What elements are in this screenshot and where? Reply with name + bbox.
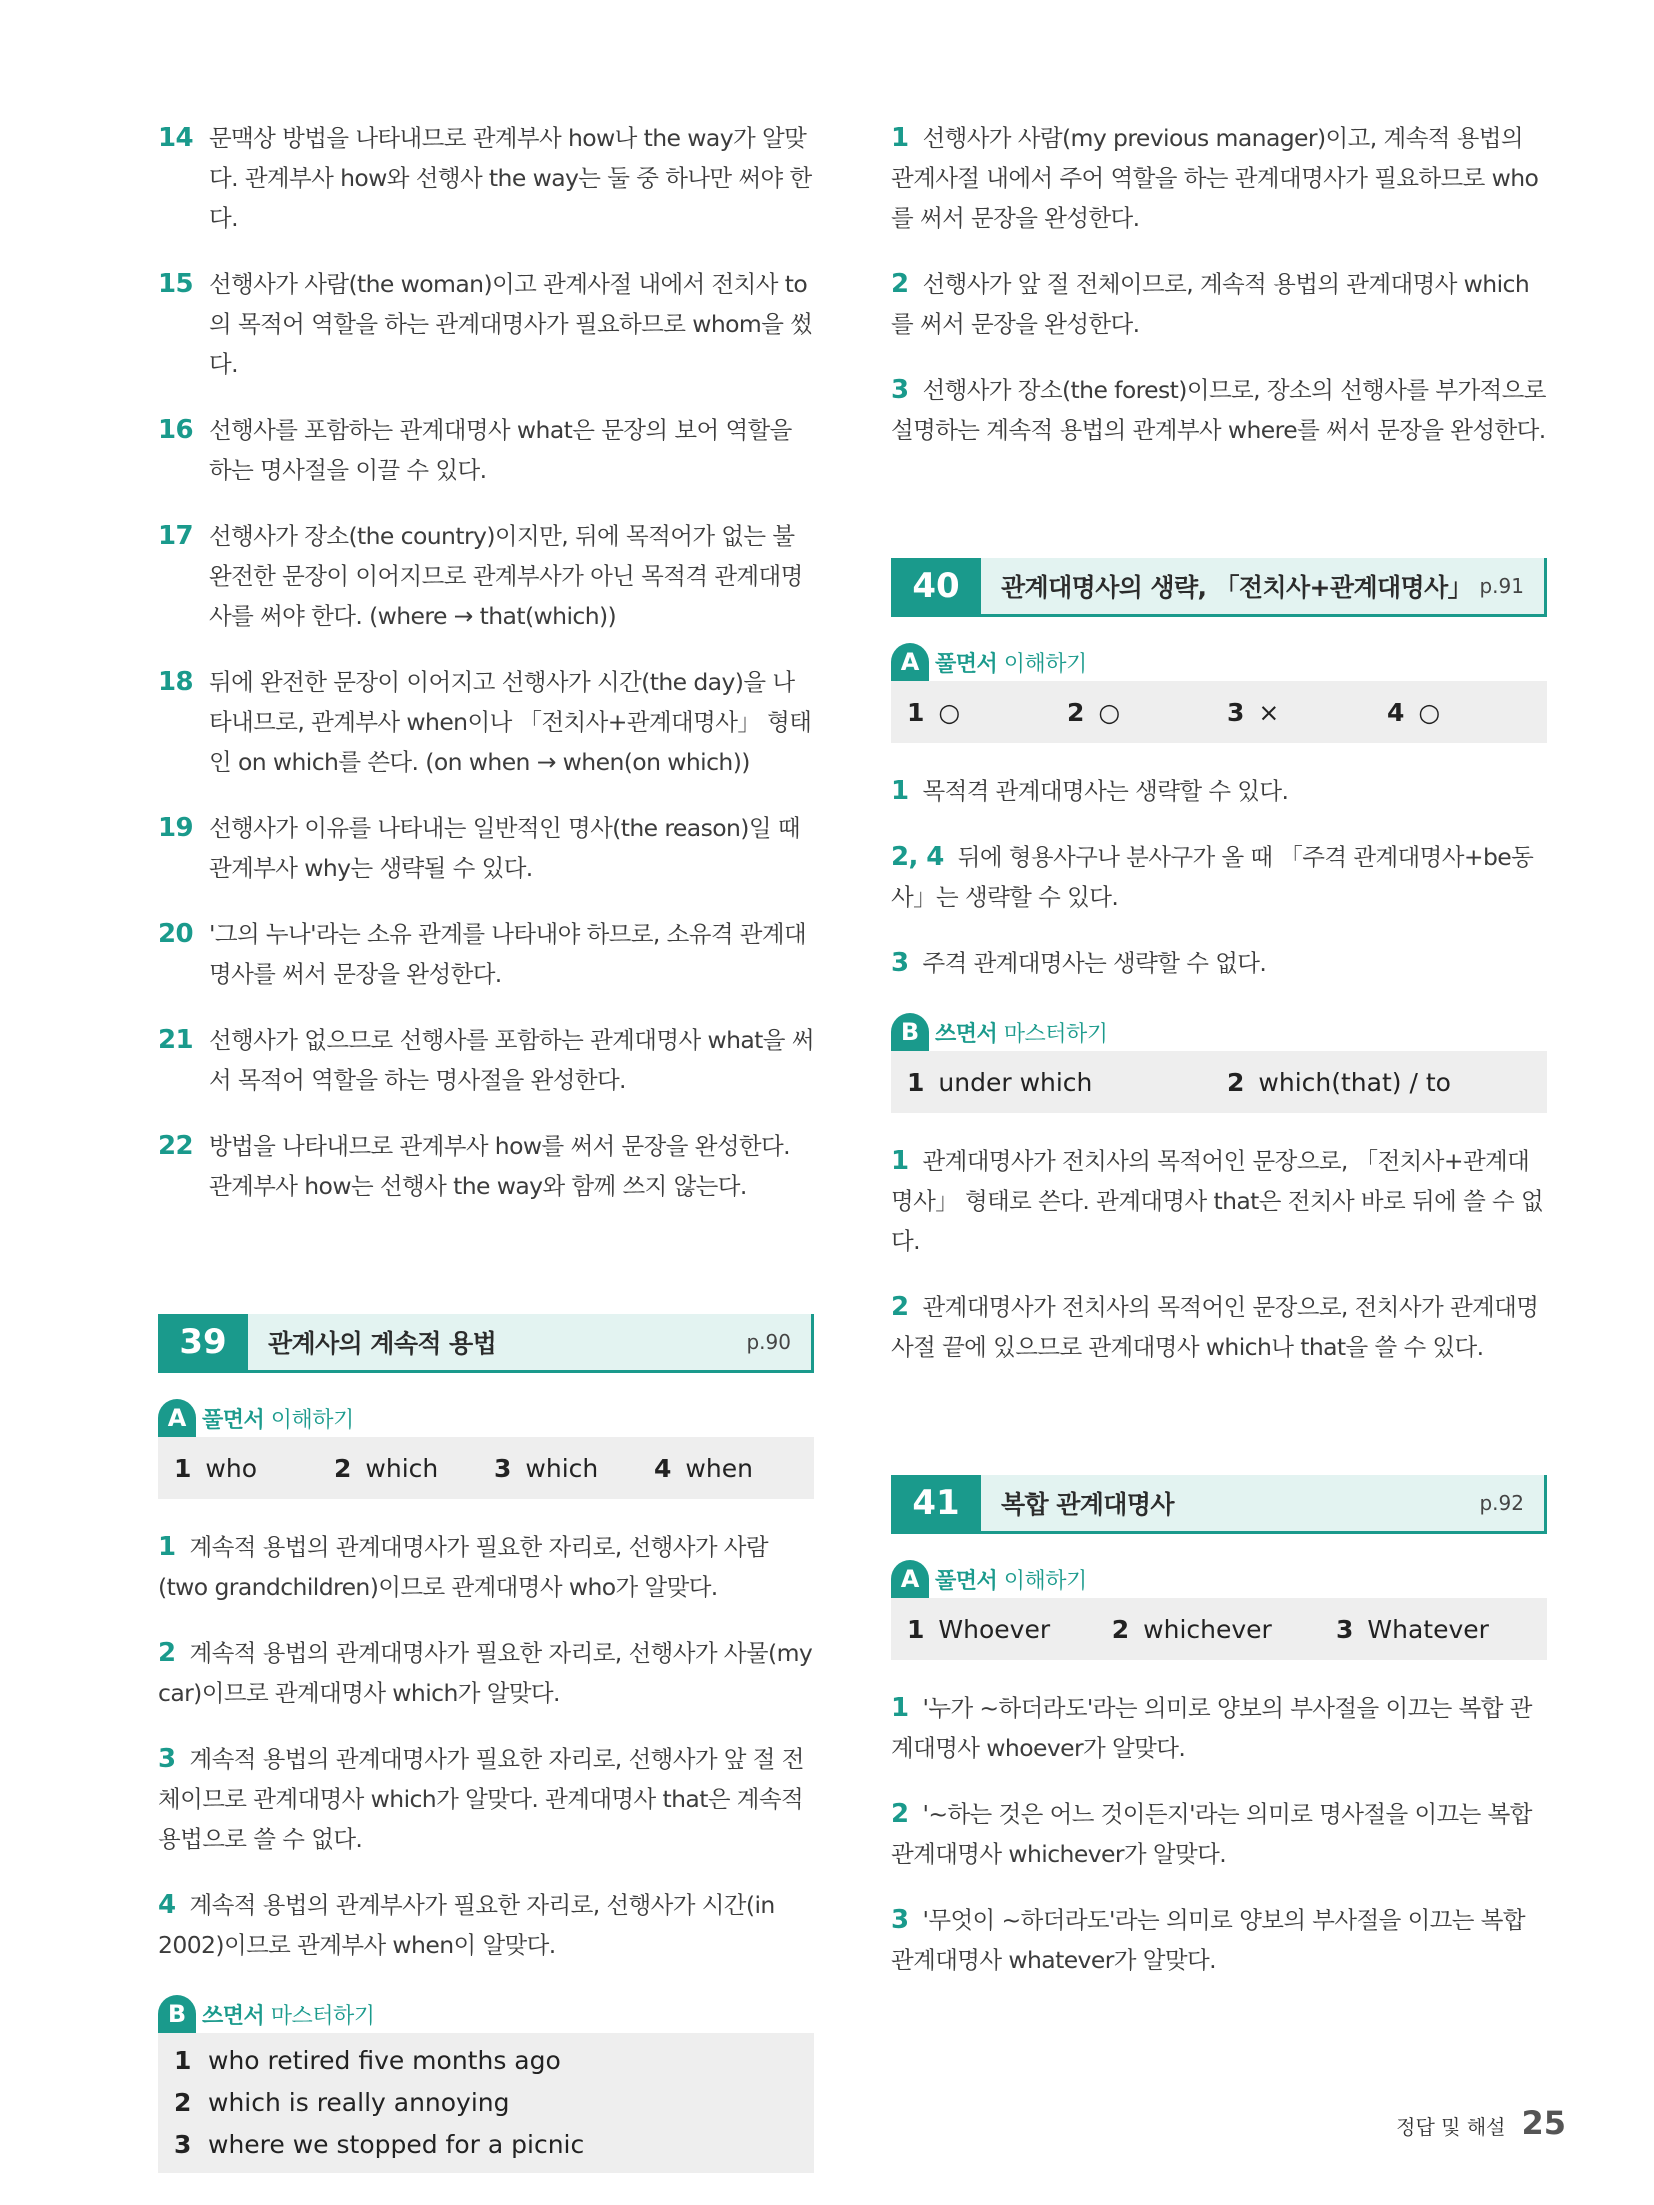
explanation-item [158,410,814,490]
answer-number: 2 [1067,697,1085,727]
section-39-header [158,1314,814,1373]
answer-cell [907,1615,1112,1644]
section-39-part-a-answers [158,1437,814,1499]
answer-value: where we stopped for a picnic [208,2129,585,2159]
right-column [891,118,1547,2006]
answer-value: Whatever [1367,1614,1489,1644]
part-badge: A [891,643,929,681]
section-40-part-a-answers [891,681,1547,743]
explanation-item [891,264,1547,344]
answer-value: which [525,1453,599,1483]
answer-number: 1 [907,1067,925,1097]
answer-value: which is really annoying [208,2087,510,2117]
section-page-ref: p.92 [1479,1491,1524,1515]
section-40-part-b-explanations [891,1141,1547,1367]
item-text: 선행사가 사람(my previous manager)이고, 계속적 용법의 관계사절 내에서 주어 역할을 하는 관계대명사가 필요하므로 who를 써서 문장을 완성한다. [891,124,1539,232]
item-text: 선행사가 없으므로 선행사를 포함하는 관계대명사 what을 써서 목적어 역할을 하는 명사절을 완성한다. [208,1026,814,1094]
explanation-item [158,264,814,384]
section-40-part-b-header [891,1013,1547,1051]
part-label: 풀면서 이해하기 [935,651,1087,677]
answer-number: 1 [174,1453,192,1483]
answer-cell [654,1454,794,1483]
section-39-part-a-header [158,1399,814,1437]
explanation-item [158,118,814,238]
answer-number: 2 [1111,1614,1130,1644]
item-text: 선행사가 사람(the woman)이고 관계사절 내에서 전치사 to의 목적어 역할을 하는 관계대명사가 필요하므로 whom을 썼다. [208,270,813,378]
explanation-item [891,771,1547,811]
answer-value: under which [938,1067,1093,1097]
explanation-item [158,1739,814,1859]
item-text: 관계대명사가 전치사의 목적어인 문장으로, 전치사가 관계대명사절 끝에 있으므로 관계대명사 which나 that을 쓸 수 있다. [891,1293,1539,1361]
section-40-part-a-explanations [891,771,1547,983]
item-text: 선행사가 이유를 나타내는 일반적인 명사(the reason)일 때 관계부사 why는 생략될 수 있다. [208,814,800,882]
item-text: '~하는 것은 어느 것이든지'라는 의미로 명사절을 이끄는 복합 관계대명사 whichever가 알맞다. [891,1800,1532,1868]
section-40-header [891,558,1547,617]
explanation-item [891,1900,1547,1980]
answer-cell [174,1454,334,1483]
left-column [158,118,814,2173]
item-text: 관계대명사가 전치사의 목적어인 문장으로, 「전치사+관계대명사」 형태로 쓴다. 관계대명사 that은 전치사 바로 뒤에 쓸 수 없다. [891,1147,1544,1255]
answer-value: which [365,1453,439,1483]
item-number: 16 [158,415,193,445]
answer-cell [907,698,1067,727]
explanation-item [891,370,1547,450]
item-number: 21 [158,1025,193,1055]
answer-value: which(that) / to [1258,1067,1451,1097]
item-text: 선행사가 장소(the forest)이므로, 장소의 선행사를 부가적으로 설명하는 계속적 용법의 관계부사 where를 써서 문장을 완성한다. [891,376,1546,444]
answer-number: 2 [174,2087,192,2117]
item-number: 1 [158,1532,176,1562]
footer-label: 정답 및 해설 [1396,2115,1506,2139]
answer-number: 4 [654,1453,672,1483]
explanation-item [158,1527,814,1607]
answer-value: ○ [1418,697,1441,727]
answer-number: 3 [1336,1614,1354,1644]
item-number: 1 [891,776,909,806]
explanation-item [158,662,814,782]
section-40-part-b-answers [891,1051,1547,1113]
explanation-item [158,1126,814,1206]
item-text: 뒤에 형용사구나 분사구가 올 때 「주격 관계대명사+be동사」는 생략할 수 있다. [891,843,1534,911]
item-text: 계속적 용법의 관계대명사가 필요한 자리로, 선행사가 사물(my car)이므로 관계대명사 which가 알맞다. [158,1639,813,1707]
section-title: 관계대명사의 생략, 「전치사+관계대명사」 [1001,573,1473,602]
item-number: 4 [158,1890,176,1920]
item-number: 20 [158,919,193,949]
item-text: 문맥상 방법을 나타내므로 관계부사 how나 the way가 알맞다. 관계부사 how와 선행사 the way는 둘 중 하나만 써야 한다. [208,124,812,232]
item-number: 1 [891,1693,909,1723]
item-text: 방법을 나타내므로 관계부사 how를 써서 문장을 완성한다. 관계부사 how는 선행사 the way와 함께 쓰지 않는다. [208,1132,790,1200]
item-number: 3 [158,1744,176,1774]
part-badge: A [158,1399,196,1437]
explanation-item [891,1794,1547,1874]
answer-number: 1 [907,1614,925,1644]
answer-value: Whoever [938,1614,1051,1644]
answer-number: 2 [1227,1067,1245,1097]
section-number: 41 [891,1475,981,1531]
answer-cell [907,1068,1227,1097]
explanation-item [891,1287,1547,1367]
item-number: 17 [158,521,193,551]
explanation-item [891,1688,1547,1768]
item-number: 2 [891,1292,909,1322]
part-label: 풀면서 이해하기 [935,1568,1087,1594]
item-text: 계속적 용법의 관계부사가 필요한 자리로, 선행사가 시간(in 2002)이므로 관계부사 when이 알맞다. [158,1891,775,1959]
item-number: 15 [158,269,193,299]
explanation-item [158,914,814,994]
answer-number: 3 [174,2129,192,2159]
item-text: 주격 관계대명사는 생략할 수 없다. [922,949,1267,977]
item-text: 뒤에 완전한 문장이 이어지고 선행사가 시간(the day)을 나타내므로, 관계부사 when이나 「전치사+관계대명사」 형태인 on which를 쓴다. (on when → when(on which)) [208,668,812,776]
answer-number: 1 [174,2045,192,2075]
left-explanation-list [158,118,814,1206]
item-number: 2 [158,1638,176,1668]
answer-number: 1 [907,697,925,727]
answer-number: 2 [334,1453,352,1483]
item-text: 선행사가 장소(the country)이지만, 뒤에 목적어가 없는 불완전한 문장이 이어지므로 관계부사가 아닌 목적격 관계대명사를 써야 한다. (where → that(which)) [208,522,803,630]
item-number: 22 [158,1131,193,1161]
item-text: 계속적 용법의 관계대명사가 필요한 자리로, 선행사가 사람(two grandchildren)이므로 관계대명사 who가 알맞다. [158,1533,769,1601]
section-41-header [891,1475,1547,1534]
part-label: 쓰면서 마스터하기 [202,2003,375,2029]
answer-value: when [685,1453,753,1483]
answer-value: whichever [1143,1614,1272,1644]
item-text: '그의 누나'라는 소유 관계를 나타내야 하므로, 소유격 관계대명사를 써서 문장을 완성한다. [208,920,807,988]
part-badge: A [891,1560,929,1598]
right-top-explanations [891,118,1547,450]
section-39-part-b-answers [158,2033,814,2173]
part-label: 쓰면서 마스터하기 [935,1021,1108,1047]
item-text: 목적격 관계대명사는 생략할 수 있다. [922,777,1289,805]
answer-number: 3 [494,1453,512,1483]
section-41-part-a-answers [891,1598,1547,1660]
item-number: 1 [891,123,909,153]
explanation-item [891,837,1547,917]
answer-value: ○ [938,697,961,727]
explanation-item [158,1885,814,1965]
item-text: 계속적 용법의 관계대명사가 필요한 자리로, 선행사가 앞 절 전체이므로 관계대명사 which가 알맞다. 관계대명사 that은 계속적 용법으로 쓸 수 없다. [158,1745,804,1853]
section-title: 복합 관계대명사 [1001,1490,1174,1519]
item-text: 선행사를 포함하는 관계대명사 what은 문장의 보어 역할을 하는 명사절을 이끌 수 있다. [208,416,792,484]
answer-value: who retired five months ago [208,2045,561,2075]
item-number: 19 [158,813,193,843]
item-number: 3 [891,948,909,978]
section-41-part-a-explanations [891,1688,1547,1980]
part-badge: B [891,1013,929,1051]
answer-row [174,2081,798,2123]
explanation-item [158,1020,814,1100]
answer-row [174,2039,798,2081]
item-number: 2 [891,269,909,299]
page-number: 25 [1521,2104,1566,2142]
answer-number: 4 [1387,697,1405,727]
answer-cell [1067,698,1227,727]
explanation-item [158,1633,814,1713]
answer-cell [1227,1068,1527,1097]
answer-row [174,2123,798,2165]
item-number: 18 [158,667,193,697]
answer-value: × [1258,697,1280,727]
section-39-part-a-explanations [158,1527,814,1965]
answer-cell [1112,1615,1336,1644]
item-text: 선행사가 앞 절 전체이므로, 계속적 용법의 관계대명사 which를 써서 문장을 완성한다. [891,270,1530,338]
item-number: 3 [891,375,909,405]
section-number: 39 [158,1314,248,1370]
answer-cell [334,1454,494,1483]
answer-number: 3 [1227,697,1245,727]
section-title: 관계사의 계속적 용법 [268,1329,497,1358]
part-label: 풀면서 이해하기 [202,1407,354,1433]
item-number: 2 [891,1799,909,1829]
answer-cell [1227,698,1387,727]
item-number: 1 [891,1146,909,1176]
explanation-item [158,808,814,888]
item-number: 2, 4 [891,842,944,872]
part-badge: B [158,1995,196,2033]
section-40-part-a-header [891,643,1547,681]
explanation-item [158,516,814,636]
explanation-item [891,1141,1547,1261]
answer-value: ○ [1098,697,1121,727]
section-41-part-a-header [891,1560,1547,1598]
answer-value: who [205,1453,257,1483]
item-text: '누가 ~하더라도'라는 의미로 양보의 부사절을 이끄는 복합 관계대명사 whoever가 알맞다. [891,1694,1532,1762]
page-footer [1396,2104,1566,2142]
explanation-item [891,943,1547,983]
section-39-part-b-header [158,1995,814,2033]
answer-cell [1387,698,1527,727]
item-text: '무엇이 ~하더라도'라는 의미로 양보의 부사절을 이끄는 복합관계대명사 whatever가 알맞다. [891,1906,1525,1974]
answer-cell [494,1454,654,1483]
item-number: 14 [158,123,193,153]
item-number: 3 [891,1905,909,1935]
section-number: 40 [891,558,981,614]
section-page-ref: p.90 [746,1330,791,1354]
explanation-item [891,118,1547,238]
section-page-ref: p.91 [1479,574,1524,598]
answer-cell [1336,1615,1531,1644]
